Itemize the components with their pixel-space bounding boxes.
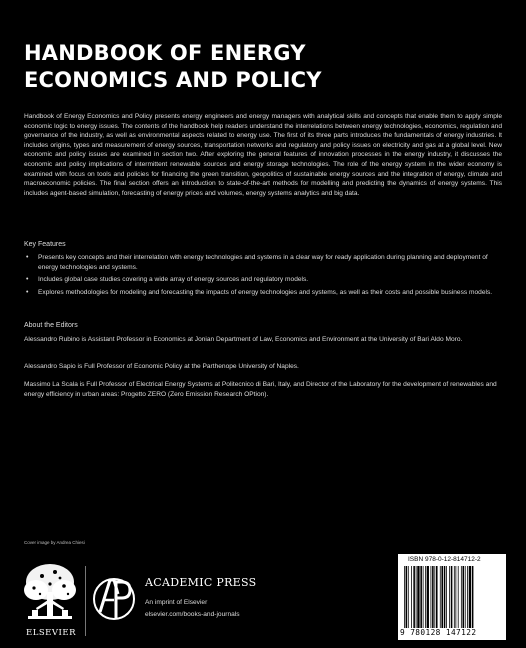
barcode-stripe — [436, 566, 438, 628]
key-feature-item — [24, 275, 502, 285]
editor-bio: Massimo La Scala is Full Professor of Electrical Energy Systems at Politecnico di Bari, Italy, and Director of the Laboratory for the development of renewables and energy efficiency in urban areas: Progetto ZERO (Zero Emission Research OPtion). — [24, 381, 497, 398]
barcode-panel — [398, 554, 506, 640]
title-line-1: HANDBOOK OF ENERGY — [24, 41, 306, 65]
publisher-name: ACADEMIC PRESS — [145, 576, 257, 589]
barcode-stripe — [449, 566, 450, 628]
title-line-2: ECONOMICS AND POLICY — [24, 68, 322, 92]
logo-divider — [85, 566, 86, 636]
barcode-icon — [404, 566, 500, 628]
barcode-stripe — [458, 566, 459, 628]
key-feature-text: Explores methodologies for modeling and forecasting the impacts of energy technologies and systems, as well as their costs and possible business models. — [38, 288, 493, 296]
barcode-stripe — [417, 566, 419, 628]
barcode-stripe — [411, 566, 412, 628]
barcode-stripe — [427, 566, 429, 628]
barcode-stripe — [472, 566, 474, 628]
barcode-stripe — [461, 566, 462, 628]
key-feature-item — [24, 253, 502, 272]
publisher-imprint: An imprint of Elsevier — [145, 599, 208, 606]
elsevier-tree-icon — [22, 560, 78, 630]
barcode-stripe — [441, 566, 443, 628]
barcode-stripe — [420, 566, 422, 628]
barcode-stripe — [451, 566, 453, 628]
cover-credit: Cover image by Andrea Chiesi — [24, 540, 85, 545]
barcode-stripe — [444, 566, 446, 628]
editors-heading: About the Editors — [24, 322, 78, 329]
barcode-number: 9 780128 147122 — [400, 628, 477, 637]
key-features-heading: Key Features — [24, 241, 66, 248]
isbn-label: ISBN 978-0-12-814712-2 — [408, 556, 481, 563]
bullet-icon: • — [26, 288, 29, 296]
barcode-stripe — [432, 566, 434, 628]
key-features-list — [24, 253, 502, 300]
barcode-stripe — [434, 566, 435, 628]
barcode-stripe — [467, 566, 468, 628]
key-feature-text: Presents key concepts and their interrelation with energy technologies and systems in a clear way for ready application during planning and deployment of energy technologies and systems. — [38, 254, 488, 271]
barcode-stripe — [469, 566, 471, 628]
barcode-stripe — [431, 566, 432, 628]
barcode-stripe — [408, 566, 409, 628]
academic-press-logo-icon — [92, 570, 136, 628]
book-title — [24, 40, 504, 94]
barcode-stripe — [425, 566, 426, 628]
publisher-url: elsevier.com/books-and-journals — [145, 611, 240, 618]
barcode-stripe — [423, 566, 424, 628]
bullet-icon: • — [26, 276, 29, 284]
barcode-stripe — [440, 566, 441, 628]
barcode-stripe — [446, 566, 447, 628]
barcode-stripe — [413, 566, 415, 628]
barcode-stripe — [463, 566, 465, 628]
barcode-stripe — [416, 566, 417, 628]
editor-bio: Alessandro Rubino is Assistant Professor in Economics at Jonian Department of Law, Economics and Environment at the University of Bari Aldo Moro. — [24, 336, 463, 343]
description-paragraph: Handbook of Energy Economics and Policy presents energy engineers and energy managers with analytical skills and concepts that enable them to apply simple economic logic to energy issues. The contents of the handbook help readers understand the interrelations between energy technologies, economics, regulation and governance of the industry, as well as environmental aspects related to energy use. The first of its three parts introduces the fundamentals of energy industries. It includes origins, types and measurement of energy sources, transportation networks and regulatory and policy issues on electricity and gas at a global level. New economic and policy issues are examined in section two. After exploring the general features of innovation processes in the energy industry, it discusses the economic and policy implications of intermittent renewable sources and energy storage technologies. The role of the energy system in the wider economy is examined with focus on tools and policies for financing the green transition, geopolitics of sustainable energy sources and the integration of energy, climate and macroeconomic policies. The final section offers an introduction to state-of-the-art methods for modelling and predicting the dynamics of energy systems. This includes agent-based simulation, forecasting of energy prices and volumes, energy systems analytics and big data. — [24, 113, 502, 197]
key-feature-text: Includes global case studies covering a wide array of energy sources and regulatory models. — [38, 276, 309, 284]
barcode-stripe — [455, 566, 456, 628]
barcode-stripe — [404, 566, 405, 628]
barcode-stripe — [454, 566, 455, 628]
editor-bio: Alessandro Sapio is Full Professor of Economic Policy at the Parthenope University of Naples. — [24, 363, 299, 370]
elsevier-wordmark: ELSEVIER — [26, 628, 76, 638]
bullet-icon: • — [26, 254, 29, 261]
barcode-stripe — [465, 566, 466, 628]
barcode-stripe — [406, 566, 408, 628]
key-feature-item — [24, 288, 502, 298]
